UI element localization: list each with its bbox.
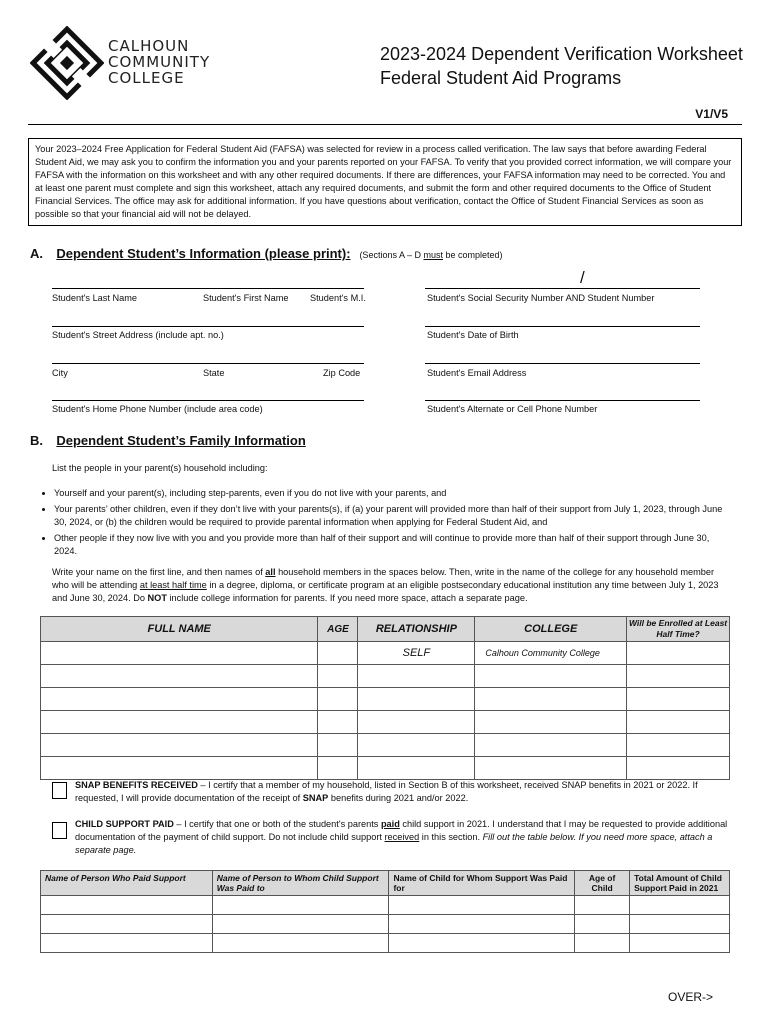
col-child-age: Age of Child [575,871,630,896]
household-table-header [41,617,730,642]
cell-name[interactable] [41,688,318,711]
instr-all: all [265,567,276,577]
cell-college[interactable] [475,734,627,757]
cell-phone-line[interactable] [425,400,700,401]
home-phone-line[interactable] [52,400,364,401]
table-row [41,734,730,757]
title-line-1: 2023-2024 Dependent Verification Worksheet [380,44,743,64]
child-support-title: CHILD SUPPORT PAID [75,819,174,829]
ssn-line[interactable] [425,288,700,289]
instr-part: in a degree, diploma, or certificate program at an eligible postsecondary educational institution any time between July 1, 2023 and June 30, 2024. Do [52,580,719,603]
received-word: received [384,832,420,842]
cell-half-time[interactable] [627,642,730,665]
col-relationship: RELATIONSHIP [358,617,475,642]
cell-relationship[interactable] [358,688,475,711]
cell-age[interactable] [318,688,358,711]
cell-amount[interactable] [630,915,730,934]
instr-part: Write your name on the first line, and then names of [52,567,266,577]
logo-line-3: COLLEGE [108,69,185,87]
cell-name[interactable] [41,642,318,665]
email-label: Student's Email Address [427,368,527,378]
cell-payee[interactable] [212,896,389,915]
state-label: State [203,368,225,378]
note-suffix: be completed) [443,250,503,260]
table-row [41,688,730,711]
calhoun-logo-icon [30,26,104,100]
cell-college[interactable] [475,711,627,734]
snap-checkbox[interactable] [52,782,67,799]
cell-college[interactable] [475,757,627,780]
cell-payee[interactable] [212,915,389,934]
city-label: City [52,368,68,378]
version-label: V1/V5 [695,107,728,121]
cell-age[interactable] [318,665,358,688]
cs-text: child support in 2021. I understand that I may be requested to provide additional documentation of the payment of child support. Do not include child support [75,819,728,842]
cell-college[interactable] [475,665,627,688]
cs-italic: Fill out the table below. If you need more space, attach a separate page. [75,832,713,855]
bullet-item: • Yourself and your parent(s), including step-parents, even if you do not live with your parents, and [54,487,734,500]
paid-word: paid [380,819,400,829]
logo-line-1: CALHOUN [108,37,190,55]
mi-label: Student's M.I. [310,293,366,303]
child-support-table [40,870,730,953]
title-line-2: Federal Student Aid Programs [380,68,622,88]
child-support-table-header [41,871,730,896]
zip-label: Zip Code [323,368,361,378]
cell-child[interactable] [389,934,575,953]
section-b-letter: B. [30,433,43,448]
cell-payee[interactable] [212,934,389,953]
child-support-checkbox[interactable] [52,822,67,839]
cell-child[interactable] [389,896,575,915]
table-row [41,934,730,953]
intro-paragraph: Your 2023–2024 Free Application for Federal Student Aid (FAFSA) was selected for review in a process called verification. The law says that before awarding Federal Student Aid, we may ask you to confirm the information you and your parents reported on your FAFSA. To verify that you provided correct information, we will compare your FAFSA with the information on this worksheet and with any other required documents. If there are differences, your FAFSA information may need to be corrected. You and at least one parent must complete and sign this worksheet, attach any required documents, and submit the form and other required documents to the Office of Student Financial Services. The office may ask for additional information. If you have questions about verification, contact the Office of Student Financial Services as soon as possible so that your financial aid will not be delayed. [28,138,742,226]
col-payee: Name of Person to Whom Child Support Was Paid to [212,871,389,896]
bullet-item: • Your parents’ other children, even if they don’t live with your parents(s), if (a) your parent will provided more than half of their support from July 1, 2023, through June 30, 2024, or (b) the children would be required to provide parental information when applying for Federal Student Aid, and [54,503,734,529]
logo-wordmark [108,38,210,86]
cell-child-age[interactable] [575,915,630,934]
dob-label: Student's Date of Birth [427,330,519,340]
col-full-name: FULL NAME [41,617,318,642]
cell-phone-label: Student's Alternate or Cell Phone Number [427,404,598,414]
cell-name[interactable] [41,757,318,780]
cell-child-age[interactable] [575,896,630,915]
cell-child[interactable] [389,915,575,934]
section-a-title: Dependent Student’s Information (please print): [56,246,351,261]
section-b-title: Dependent Student’s Family Information [56,433,306,448]
note-prefix: (Sections A – D [359,250,424,260]
table-row [41,896,730,915]
header-divider [28,124,742,125]
cell-half-time[interactable] [627,688,730,711]
col-half-time: Will be Enrolled at Least Half Time? [627,617,730,642]
bullet-item: • Other people if they now live with you and you provide more than half of their support and will continue to provide more than half of their support through June 30, 2024. [54,532,734,558]
instr-not: NOT [147,593,167,603]
city-state-zip-line[interactable] [52,363,364,364]
street-line[interactable] [52,326,364,327]
ssn-label: Student's Social Security Number AND Student Number [427,293,655,303]
cell-name[interactable] [41,734,318,757]
first-name-label: Student's First Name [203,293,289,303]
col-amount: Total Amount of Child Support Paid in 2021 [630,871,730,896]
cell-relationship[interactable] [358,665,475,688]
col-payer: Name of Person Who Paid Support [41,871,213,896]
instr-part: include college information for parents. If you need more space, attach a separate page. [166,593,528,603]
snap-text: – I certify that a member of my household, listed in Section B of this worksheet, received SNAP benefits in 2021 or 2022. If requested, I will provide documentation of the receipt of [75,780,698,803]
cell-relationship[interactable] [358,711,475,734]
cell-age[interactable] [318,734,358,757]
ssn-slash: / [580,268,585,287]
logo-line-2: COMMUNITY [108,53,211,71]
cell-half-time[interactable] [627,734,730,757]
child-support-statement [75,818,735,857]
cell-name[interactable] [41,711,318,734]
cs-text: in this section. [419,832,483,842]
table-row [41,642,730,665]
cell-payer[interactable] [41,896,213,915]
list-intro: List the people in your parent(s) household including: [52,463,268,473]
cell-name[interactable] [41,665,318,688]
household-instructions [52,566,722,605]
email-line[interactable] [425,363,700,364]
cs-text: – I certify that one or both of the student's parents [173,819,381,829]
cell-college[interactable] [475,688,627,711]
table-row [41,711,730,734]
home-phone-label: Student's Home Phone Number (include area code) [52,404,263,414]
snap-statement [75,779,730,805]
snap-title: SNAP BENEFITS RECEIVED [75,780,198,790]
household-bullets [40,487,734,561]
col-child: Name of Child for Whom Support Was Paid for [389,871,575,896]
cell-relationship[interactable]: SELF [358,642,475,665]
table-row [41,757,730,780]
cell-age[interactable] [318,642,358,665]
cell-payer[interactable] [41,934,213,953]
name-line[interactable] [52,288,364,289]
col-college: COLLEGE [475,617,627,642]
cell-half-time[interactable] [627,711,730,734]
table-row [41,665,730,688]
cell-college[interactable]: Calhoun Community College [475,642,627,665]
over-indicator: OVER-> [668,990,714,1004]
cell-relationship[interactable] [358,734,475,757]
snap-text: benefits during 2021 and/or 2022. [328,793,469,803]
cell-half-time[interactable] [627,757,730,780]
cell-payer[interactable] [41,915,213,934]
household-table [40,616,730,780]
cell-child-age[interactable] [575,934,630,953]
note-must: must [423,250,443,260]
instr-part: household members in the spaces below. Then, write in the name of the college for any household member who will be attending [52,567,715,590]
section-b-heading [30,432,306,450]
cell-relationship[interactable] [358,757,475,780]
col-age: AGE [318,617,358,642]
cell-age[interactable] [318,757,358,780]
section-a-letter: A. [30,246,43,261]
instr-halftime: at least half time [139,580,207,590]
last-name-label: Student's Last Name [52,293,137,303]
cell-age[interactable] [318,711,358,734]
snap-word: SNAP [302,793,329,803]
section-a-heading [30,245,503,263]
dob-line[interactable] [425,326,700,327]
section-a-note [359,250,502,260]
cell-amount[interactable] [630,934,730,953]
document-title [380,42,743,90]
street-label: Student's Street Address (include apt. no.) [52,330,224,340]
table-row [41,915,730,934]
cell-half-time[interactable] [627,665,730,688]
cell-amount[interactable] [630,896,730,915]
